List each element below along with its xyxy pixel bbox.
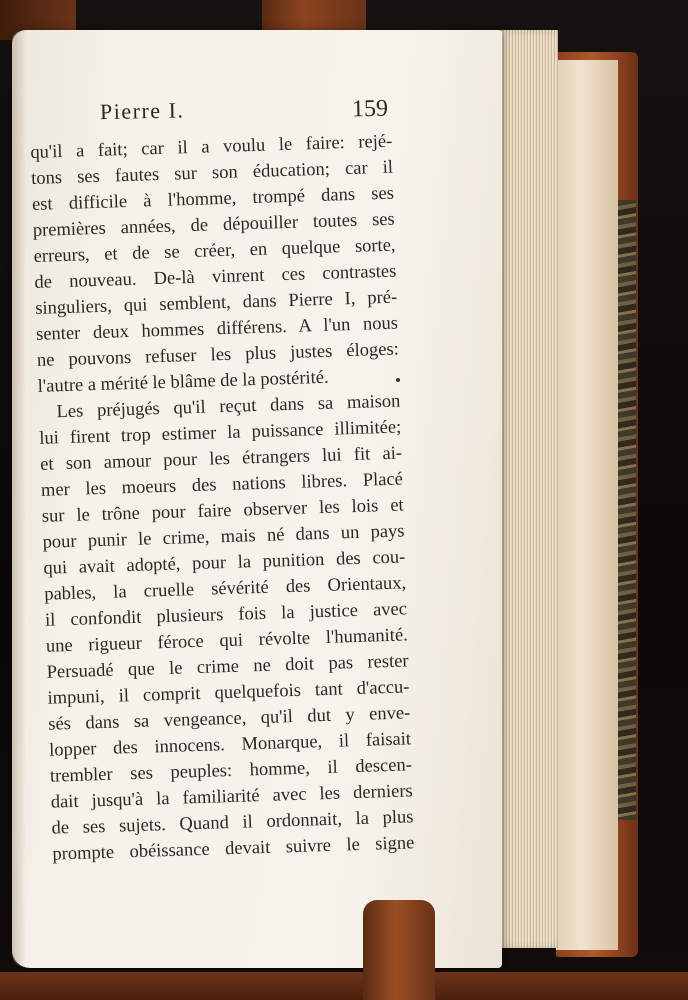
text-line: singuliers, qui semblent, dans Pierre I, pré- (34, 287, 398, 319)
text-line: de nouveau. De-là vinrent ces contrastes (34, 261, 397, 293)
text-line: pables, la cruelle sévérité des Orientaux, (43, 573, 407, 605)
text-line: Persuadé que le crime ne doit pas rester (46, 651, 409, 683)
page-edges (496, 30, 558, 948)
page-text (30, 129, 415, 868)
text-line: sur le trône pour faire observer les lois et (41, 495, 404, 527)
text-line: senter deux hommes différens. A l'un nous (35, 313, 399, 345)
text-line: une rigueur féroce qui révolte l'humanité. (45, 625, 409, 657)
right-page-block (556, 60, 618, 950)
text-line: trembler ses peuples: homme, il descen- (49, 755, 413, 787)
text-line: prompte obéissance devait suivre le signe (52, 833, 415, 865)
text-line: pour punir le crime, mais né dans un pays (42, 521, 405, 553)
text-line: lui firent trop estimer la puissance illimitée; (39, 417, 402, 449)
text-line: qui avait adopté, pour la punition des cou- (43, 547, 406, 579)
text-line: impuni, il comprit quelquefois tant d'accu- (47, 677, 410, 709)
text-line: il confondit plusieurs fois la justice avec (44, 599, 408, 631)
paragraph (38, 389, 415, 868)
wooden-stand-base (0, 972, 688, 1000)
ink-speck (396, 378, 400, 382)
text-line: mer les moeurs des nations libres. Placé (40, 469, 404, 501)
text-line: erreurs, et de se créer, en quelque sorte, (33, 235, 396, 267)
wooden-stand-clip (363, 900, 435, 1000)
marbled-edge (618, 200, 636, 820)
text-line: premières années, de dépouiller toutes ses (32, 209, 395, 241)
text-line: qu'il a fait; car il a voulu le faire: rejé- (30, 131, 393, 163)
text-line: de ses sujets. Quand il ordonnait, la plus (51, 807, 414, 839)
page-number: 159 (351, 95, 389, 123)
paragraph (30, 129, 400, 400)
text-line: Les préjugés qu'il reçut dans sa maison (56, 391, 401, 423)
text-line: dait jusqu'à la familiarité avec les derniers (50, 781, 413, 813)
text-line: ne pouvons refuser les plus justes éloges: (36, 339, 400, 371)
text-line: tons ses fautes sur son éducation; car il (30, 157, 394, 189)
running-head: Pierre I. (99, 97, 185, 125)
text-line: l'autre a mérité le blâme de la postérité. (37, 367, 329, 397)
page-curl-shadow (12, 30, 26, 968)
text-line: lopper des innocens. Monarque, il faisait (48, 729, 412, 761)
text-line: sés dans sa vengeance, qu'il dut y enve- (48, 703, 411, 735)
text-line: est difficile à l'homme, trompé dans ses (31, 183, 395, 215)
text-line: et son amour pour les étrangers lui fit ai- (39, 443, 403, 475)
